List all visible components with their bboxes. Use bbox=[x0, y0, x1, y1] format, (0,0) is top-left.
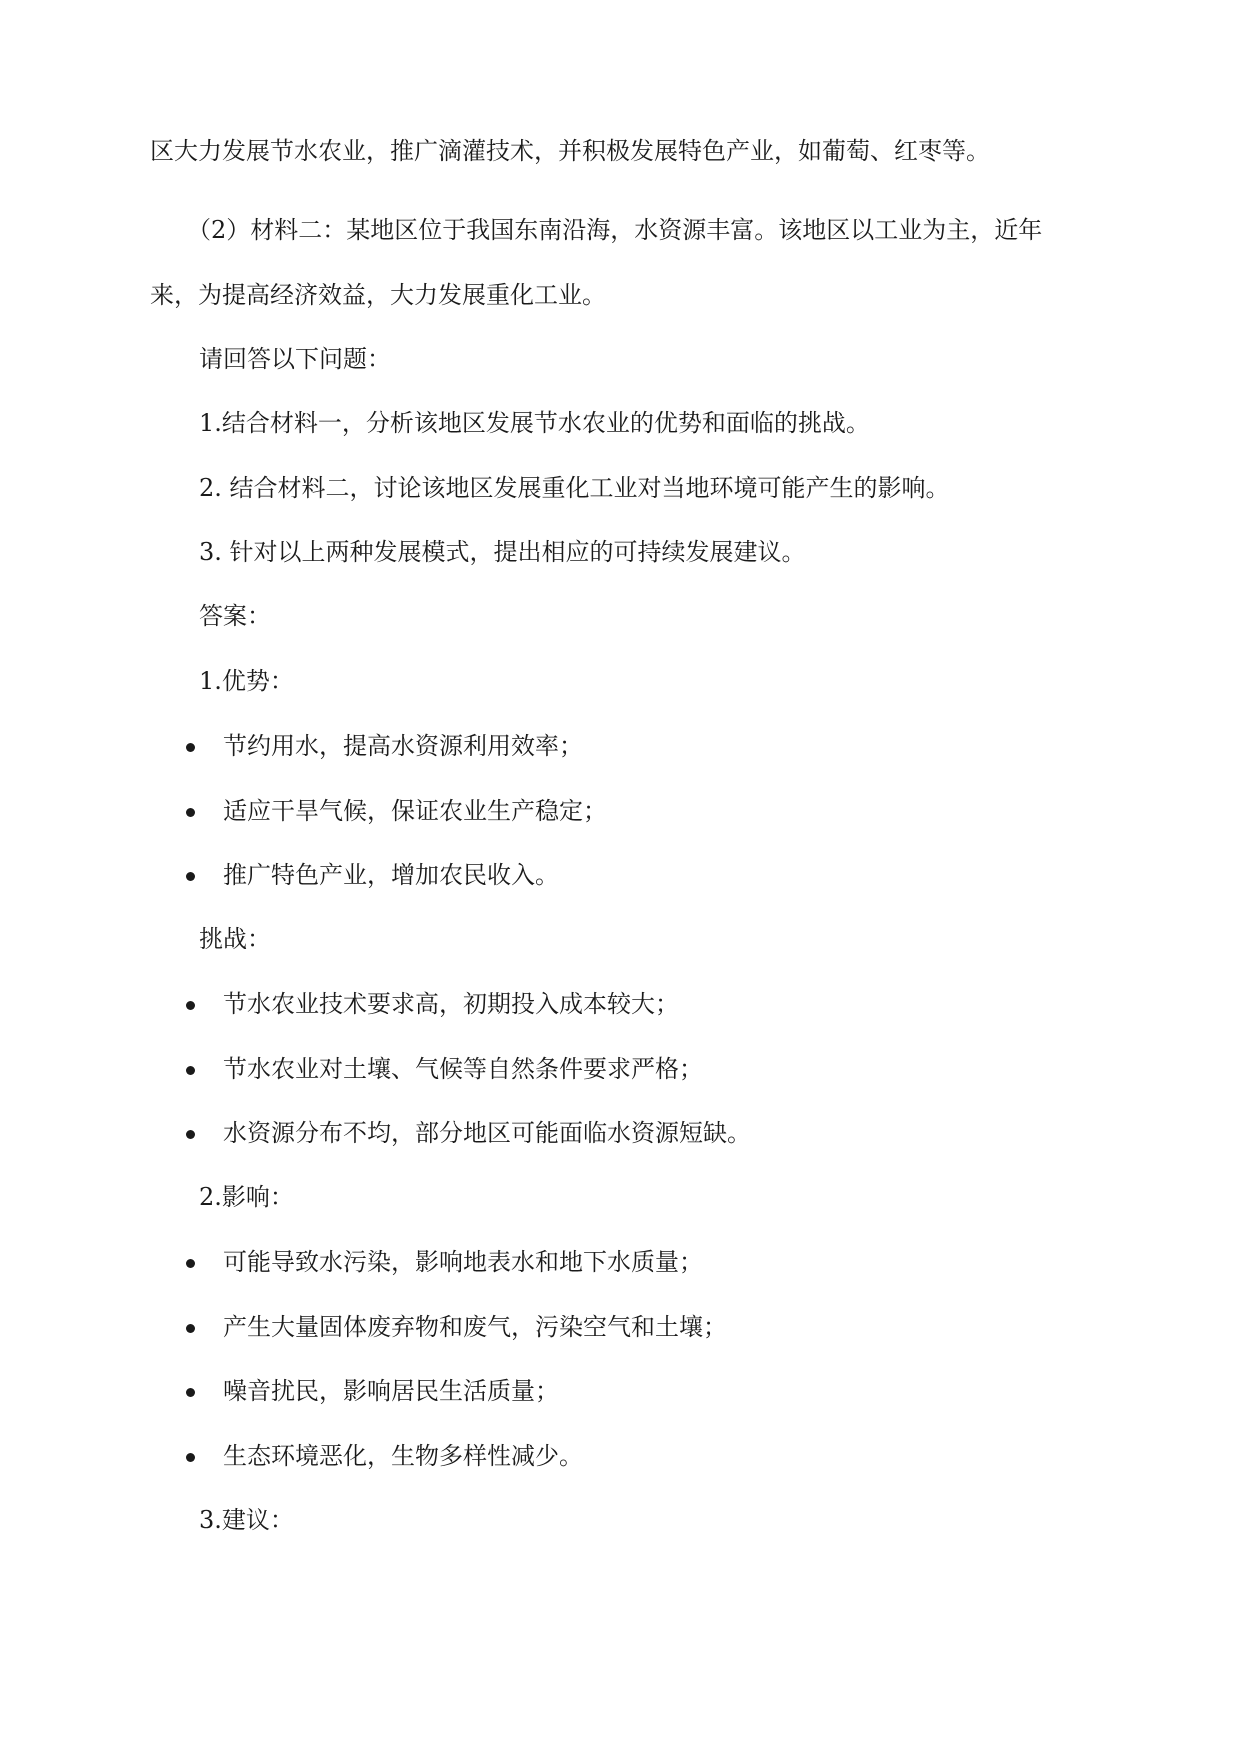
question-prompt: 请回答以下问题： bbox=[199, 345, 391, 373]
bullet-icon bbox=[186, 1130, 195, 1139]
advantages-heading: 1.优势： bbox=[199, 667, 294, 695]
list-item-text: 可能导致水污染，影响地表水和地下水质量； bbox=[223, 1248, 703, 1276]
bullet-icon bbox=[186, 1324, 195, 1333]
question-2: 2. 结合材料二，讨论该地区发展重化工业对当地环境可能产生的影响。 bbox=[199, 474, 950, 502]
answer-heading: 答案： bbox=[199, 602, 271, 630]
list-item-text: 节约用水，提高水资源利用效率； bbox=[223, 732, 583, 760]
bullet-icon bbox=[186, 1453, 195, 1462]
list-item-text: 推广特色产业，增加农民收入。 bbox=[223, 861, 559, 889]
bullet-icon bbox=[186, 872, 195, 881]
bullet-icon bbox=[186, 1259, 195, 1268]
bullet-icon bbox=[186, 1001, 195, 1010]
paragraph-line-continuation: 区大力发展节水农业，推广滴灌技术，并积极发展特色产业，如葡萄、红枣等。 bbox=[150, 137, 990, 165]
impact-heading: 2.影响： bbox=[199, 1183, 294, 1211]
bullet-icon bbox=[186, 1066, 195, 1075]
list-item-text: 节水农业技术要求高，初期投入成本较大； bbox=[223, 990, 679, 1018]
list-item-text: 水资源分布不均，部分地区可能面临水资源短缺。 bbox=[223, 1119, 751, 1147]
list-item-text: 节水农业对土壤、气候等自然条件要求严格； bbox=[223, 1055, 703, 1083]
challenges-heading: 挑战： bbox=[199, 925, 271, 953]
list-item-text: 噪音扰民，影响居民生活质量； bbox=[223, 1377, 559, 1405]
list-item-text: 产生大量固体废弃物和废气，污染空气和土壤； bbox=[223, 1313, 727, 1341]
bullet-icon bbox=[186, 808, 195, 817]
list-item-text: 生态环境恶化，生物多样性减少。 bbox=[223, 1442, 583, 1470]
bullet-icon bbox=[186, 743, 195, 752]
list-item-text: 适应干旱气候，保证农业生产稳定； bbox=[223, 797, 607, 825]
question-1: 1.结合材料一，分析该地区发展节水农业的优势和面临的挑战。 bbox=[199, 409, 870, 437]
paragraph-line-material-two: （2）材料二：某地区位于我国东南沿海，水资源丰富。该地区以工业为主，近年 bbox=[187, 216, 1043, 244]
suggestion-heading: 3.建议： bbox=[199, 1506, 294, 1534]
paragraph-line-material-two-cont: 来，为提高经济效益，大力发展重化工业。 bbox=[150, 281, 606, 309]
question-3: 3. 针对以上两种发展模式，提出相应的可持续发展建议。 bbox=[199, 538, 806, 566]
bullet-icon bbox=[186, 1388, 195, 1397]
